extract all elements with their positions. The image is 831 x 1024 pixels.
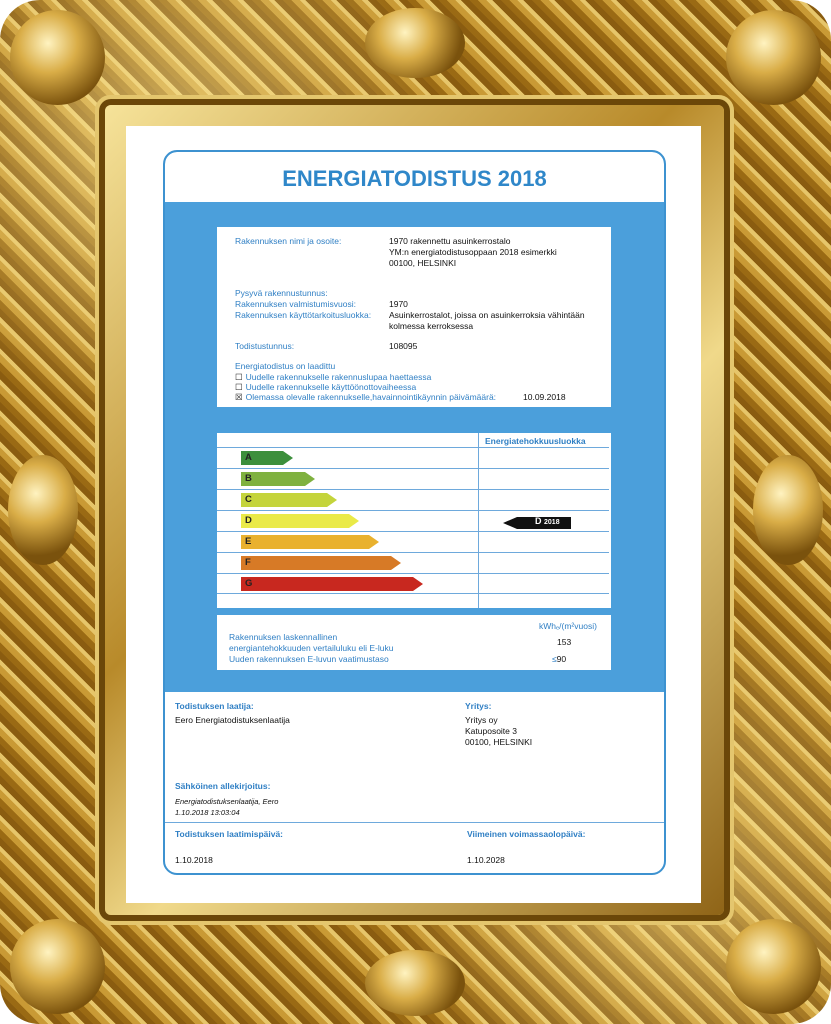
author-name: Eero Energiatodistuksenlaatija [175,715,290,725]
energy-certificate [163,150,666,875]
class-arrow-a [241,451,293,465]
usage-class-value: Asuinkerrostalot, joissa on asuinkerroksia vähintään kolmessa kerroksessa [389,310,585,331]
class-arrow-f-shape [241,556,401,570]
less-or-equal-symbol: ≤ [552,654,557,664]
certificate-id-label: Todistustunnus: [235,341,295,351]
class-letter-a: A [245,452,252,463]
signature-label: Sähköinen allekirjoitus: [175,781,271,791]
class-arrow-f [241,556,401,570]
checked-checkbox-icon: ☒ [235,392,243,402]
option-new-commissioning-label: Uudelle rakennukselle käyttöönottovaiheessa [245,382,417,392]
made-for-label: Energiatodistus on laadittu [235,361,336,371]
certificate-title: ENERGIATODISTUS 2018 [282,166,547,191]
current-class-year: 2018 [544,519,560,526]
frame-ornament-corner-tl [10,10,105,105]
class-arrow-b [241,472,315,486]
company-line-1: Yritys oy [465,715,498,725]
building-name-line-1: 1970 rakennettu asuinkerrostalo [389,236,511,246]
completion-year-value: 1970 [389,299,408,309]
issue-date: 1.10.2018 [175,855,213,865]
scale-gridline [217,552,609,553]
e-value-requirement-label: Uuden rakennuksen E-luvun vaatimustaso [229,654,389,664]
class-arrow-c-shape [241,493,337,507]
class-arrow-b-shape [241,472,315,486]
e-value-label-line-1: Rakennuksen laskennallinen [229,632,338,642]
current-class-marker [503,516,571,528]
frame-ornament-right [753,455,823,565]
e-value-requirement [552,654,566,664]
permanent-id-label: Pysyvä rakennustunnus: [235,288,328,298]
issuer-section [165,692,664,875]
e-value-requirement-number: 90 [556,654,567,664]
issue-date-label: Todistuksen laatimispäivä: [175,829,284,839]
checkbox-icon: ☐ [235,372,243,382]
option-existing-building-label: Olemassa olevalle rakennukselle,havainnointikäynnin päivämäärä: [245,392,497,402]
company-line-2: Katuposoite 3 [465,726,517,736]
certificate-id-value: 108095 [389,341,418,351]
inspection-date: 10.09.2018 [523,392,566,402]
e-value-label-line-2: energiantehokkuuden vertailuluku eli E-luku [229,643,394,653]
option-existing-building [235,392,496,403]
frame-ornament-bottom [365,950,465,1016]
checkbox-icon: ☐ [235,382,243,392]
class-letter-d: D [245,515,252,526]
section-divider [165,822,664,823]
scale-gridline [217,447,609,448]
class-letter-b: B [245,473,252,484]
valid-until-date: 1.10.2028 [467,855,505,865]
frame-ornament-corner-br [726,919,821,1014]
scale-gridline [217,489,609,490]
building-name-line-3: 00100, HELSINKI [389,258,457,268]
company-line-3: 00100, HELSINKI [465,737,533,747]
frame-ornament-corner-tr [726,10,821,105]
class-arrow-g [241,577,423,591]
class-letter-e: E [245,536,252,547]
frame-ornament-left [8,455,78,565]
class-letter-g: G [245,578,253,589]
energy-class-scale [217,433,611,608]
completion-year-label: Rakennuksen valmistumisvuosi: [235,299,356,309]
e-value: 153 [557,637,572,647]
company-label: Yritys: [465,701,492,711]
valid-until-label: Viimeinen voimassaolopäivä: [467,829,586,839]
scale-divider [478,433,479,608]
usage-class-label: Rakennuksen käyttötarkoitusluokka: [235,310,372,320]
class-arrow-d-shape [241,514,359,528]
class-letter-c: C [245,494,252,505]
class-arrow-e [241,535,379,549]
signature-time: 1.10.2018 13:03:04 [175,808,240,817]
building-name-line-2: YM:n energiatodistusoppaan 2018 esimerkki [389,247,557,257]
class-arrow-d [241,514,359,528]
author-label: Todistuksen laatija: [175,701,254,711]
class-arrow-c [241,493,337,507]
building-info-panel [217,227,611,407]
current-class-letter: D [535,516,542,526]
class-arrow-g-shape [241,577,423,591]
signature-name: Energiatodistuksenlaatija, Eero [175,797,279,806]
scale-gridline [217,510,609,511]
scale-gridline [217,468,609,469]
energy-class-header: Energiatehokkuusluokka [485,436,586,446]
option-new-permit-label: Uudelle rakennukselle rakennuslupaa haettaessa [245,372,432,382]
scale-gridline [217,573,609,574]
scale-gridline [217,593,609,594]
class-letter-f: F [245,557,251,568]
title-band [165,152,664,202]
e-value-unit: kWhₑ/(m²vuosi) [539,621,597,631]
e-value-panel [217,615,611,670]
frame-ornament-corner-bl [10,919,105,1014]
building-name-label: Rakennuksen nimi ja osoite: [235,236,342,246]
frame-ornament-top [365,8,465,78]
scale-gridline [217,531,609,532]
class-arrow-e-shape [241,535,379,549]
